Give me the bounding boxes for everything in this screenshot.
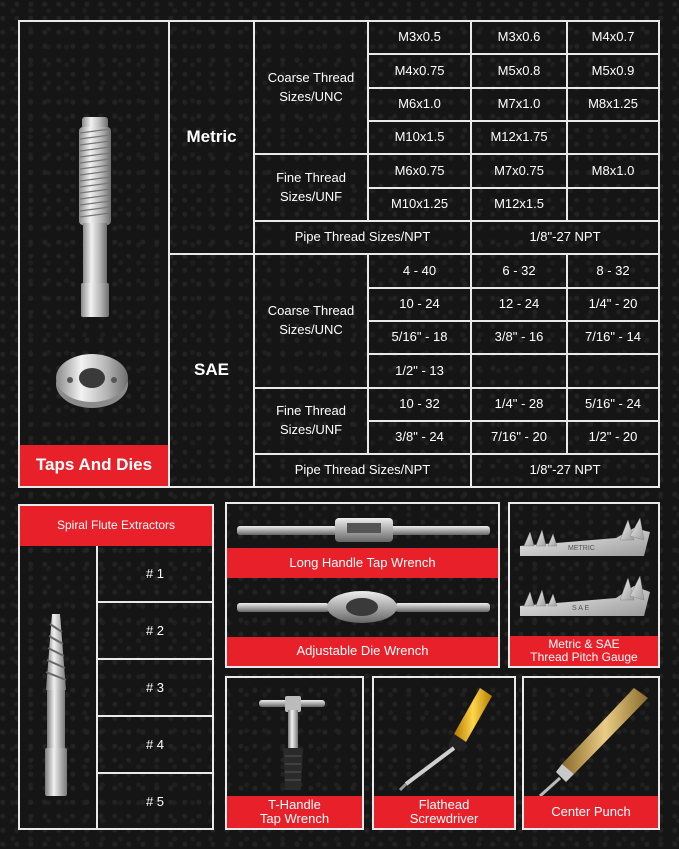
sae-coarse-cell: 10 - 24	[399, 296, 440, 312]
metric-pipe-value: 1/8"-27 NPT	[529, 229, 601, 245]
metric-coarse-cell: M6x1.0	[398, 96, 441, 112]
metric-coarse-cell: M4x0.75	[394, 62, 445, 78]
metric-label: Metric	[186, 127, 237, 147]
metric-coarse-cell: M3x0.5	[398, 29, 441, 45]
sae-coarse-cell: 5/16" - 18	[391, 329, 448, 345]
metric-coarse-label: Coarse Thread Sizes/UNC	[267, 69, 355, 104]
sae-fine-cell: 1/2" - 20	[588, 429, 638, 445]
sae-pipe-label: Pipe Thread Sizes/NPT	[294, 462, 431, 478]
metric-fine-cell: M10x1.25	[390, 196, 449, 212]
metric-fine-cell: M12x1.5	[494, 196, 544, 212]
t-handle-label	[227, 796, 362, 828]
metric-coarse-cell: M3x0.6	[497, 29, 541, 45]
screwdriver-icon	[384, 684, 506, 798]
sae-coarse-cell: 12 - 24	[498, 296, 540, 312]
sae-pipe-value: 1/8"-27 NPT	[529, 462, 601, 478]
die-icon	[52, 350, 132, 410]
sae-coarse-cell: 3/8" - 16	[494, 329, 544, 345]
metric-coarse-cell: M10x1.5	[394, 129, 445, 145]
gauge-label-line1: Metric & SAE	[548, 636, 620, 651]
gauge-label	[510, 636, 658, 666]
gauge-panel	[508, 502, 660, 668]
extractor-size: # 4	[145, 737, 165, 752]
die-wrench-icon	[235, 586, 492, 626]
extractor-icon	[38, 610, 74, 800]
t-handle-line2: Tap Wrench	[259, 811, 330, 826]
metric-fine-cell	[568, 189, 658, 220]
long-handle-label: Long Handle Tap Wrench	[227, 548, 498, 578]
metric-coarse-cell: M5x0.8	[497, 62, 541, 78]
sae-fine-cell: 5/16" - 24	[585, 396, 641, 412]
t-handle-line1: T-Handle	[268, 796, 321, 812]
sae-coarse-cell: 6 - 32	[502, 262, 536, 278]
metric-fine-cell: M6x0.75	[394, 162, 445, 178]
tap-wrench-icon	[235, 512, 492, 548]
sae-fine-cell: 10 - 32	[399, 396, 440, 412]
sae-coarse-cell: 8 - 32	[596, 262, 630, 278]
extractor-size: # 5	[145, 793, 165, 809]
thread-gauge-icon	[516, 512, 654, 630]
sae-coarse-cell: 1/4" - 20	[588, 296, 638, 312]
t-handle-icon	[249, 686, 339, 796]
svg-text:METRIC: METRIC	[568, 545, 595, 552]
sae-coarse-cell: 4 - 40	[402, 262, 437, 278]
metric-coarse-cell: M5x0.9	[591, 62, 635, 78]
sae-fine-cell: 3/8" - 24	[395, 429, 444, 445]
metric-coarse-cell: M4x0.7	[591, 29, 635, 45]
t-handle-panel	[225, 676, 364, 830]
metric-pipe-label: Pipe Thread Sizes/NPT	[294, 229, 431, 245]
extractors-label: Spiral Flute Extractors	[20, 506, 212, 546]
adjustable-die-label: Adjustable Die Wrench	[227, 637, 498, 666]
metric-fine-cell: M7x0.75	[494, 162, 544, 178]
extractor-size: # 1	[145, 566, 165, 581]
screwdriver-panel	[372, 676, 516, 830]
metric-coarse-cell: M8x1.25	[588, 96, 638, 112]
center-punch-icon	[530, 684, 654, 798]
metric-coarse-cell: M12x1.75	[490, 129, 548, 145]
sae-fine-cell: 1/4" - 28	[494, 396, 544, 412]
metric-fine-label: Fine Thread Sizes/UNF	[276, 169, 346, 204]
gauge-label-line2: Thread Pitch Gauge	[530, 650, 638, 664]
center-punch-label: Center Punch	[524, 796, 658, 828]
sae-label: SAE	[194, 360, 229, 380]
screwdriver-line2: Screwdriver	[409, 811, 479, 826]
metric-coarse-cell	[568, 122, 658, 153]
screwdriver-line1: Flathead	[418, 796, 470, 812]
center-punch-panel	[522, 676, 660, 830]
screwdriver-label	[374, 796, 514, 828]
metric-fine-cell: M8x1.0	[591, 162, 635, 178]
sae-fine-label: Fine Thread Sizes/UNF	[276, 403, 346, 437]
svg-text:S A E: S A E	[572, 605, 590, 612]
extractor-size: # 3	[145, 680, 165, 695]
extractor-size: # 2	[145, 623, 165, 638]
sae-coarse-cell: 1/2" - 13	[395, 362, 444, 378]
metric-coarse-cell: M7x1.0	[497, 96, 541, 112]
tap-icon	[70, 115, 120, 320]
sae-fine-cell: 7/16" - 20	[491, 429, 547, 445]
sae-coarse-label: Coarse Thread Sizes/UNC	[267, 303, 355, 337]
wrenches-panel	[225, 502, 500, 668]
taps-dies-label: Taps And Dies	[20, 445, 168, 486]
sae-coarse-cell: 7/16" - 14	[585, 329, 641, 345]
